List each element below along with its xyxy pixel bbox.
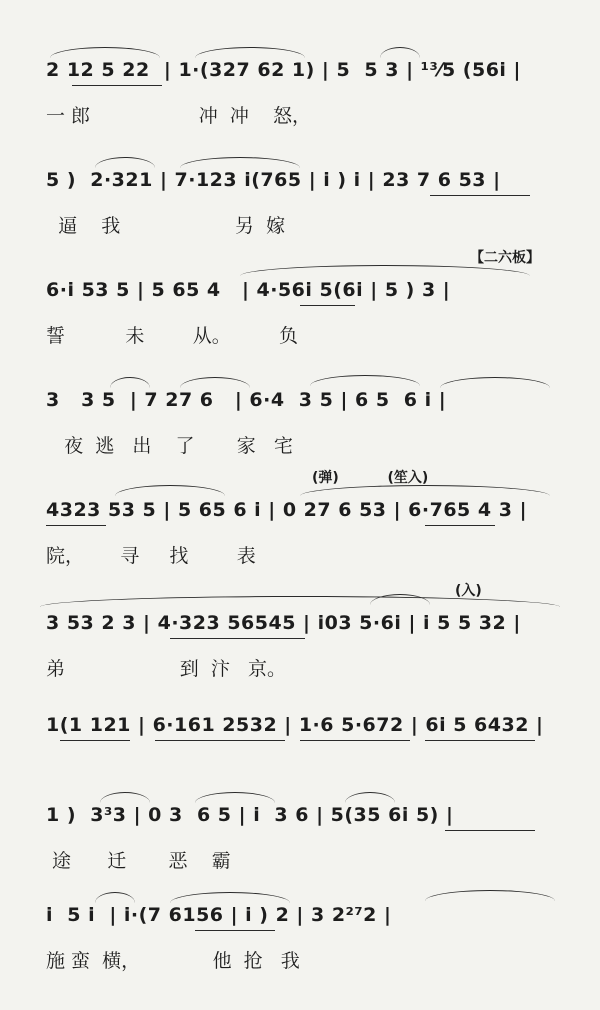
lyric-line: 院， 寻 找 表 bbox=[46, 545, 256, 567]
lyric-line: 途 迁 恶 霸 bbox=[46, 850, 231, 872]
score-system-1 bbox=[0, 55, 600, 165]
score-system-5 bbox=[0, 470, 600, 605]
notation-line: 2 12 5 22 | 1·(327 62 1) | 5 5 3 | ¹³⁄5 (56i | bbox=[46, 59, 521, 81]
lyric-line: 施 蛮 横， 他 抢 我 bbox=[46, 950, 300, 972]
beam-underline bbox=[425, 740, 535, 741]
lyric-line: 逼 我 另 嫁 bbox=[46, 215, 286, 237]
score-system-6 bbox=[0, 583, 600, 718]
notation-line: 5 ) 2·321 | 7·123 i(765 | i ) i | 23 7 6 53 | bbox=[46, 169, 501, 191]
beam-underline bbox=[445, 830, 535, 831]
notation-line: i 5 i | i·(7 6156 | i ) 2 | 3 2²⁷2 | bbox=[46, 904, 392, 926]
notation-line: 3 3 5 | 7 27 6 | 6·4 3 5 | 6 5 6 i | bbox=[46, 389, 447, 411]
beam-underline bbox=[195, 930, 275, 931]
score-system-4 bbox=[0, 385, 600, 495]
beam-underline bbox=[170, 638, 305, 639]
notation-line: 1(1 121 | 6·161 2532 | 1·6 5·672 | 6i 5 6432 | bbox=[46, 714, 544, 736]
notation-line: 3 53 2 3 | 4·323 56545 | i03 5·6i | i 5 5 32 | bbox=[46, 612, 521, 634]
score-system-3 bbox=[0, 250, 600, 385]
lyric-line: 夜 逃 出 了 家 宅 bbox=[46, 435, 293, 457]
lyric-line: 弟 到 汴 京。 bbox=[46, 658, 286, 680]
slur bbox=[380, 47, 420, 58]
score-system-9 bbox=[0, 900, 600, 1010]
performance-annotation: (弹) (笙入) bbox=[312, 470, 429, 486]
beam-underline bbox=[300, 305, 355, 306]
notation-line: 1 ) 3³3 | 0 3 6 5 | i 3 6 | 5(35 6i 5) | bbox=[46, 804, 454, 826]
beam-underline bbox=[60, 740, 130, 741]
lyric-line: 一 郎 冲 冲 怒， bbox=[46, 105, 311, 127]
beam-underline bbox=[155, 740, 285, 741]
beam-underline bbox=[72, 85, 162, 86]
slur bbox=[50, 47, 160, 58]
performance-annotation: (入) bbox=[455, 583, 482, 599]
slur bbox=[195, 47, 305, 58]
beam-underline bbox=[300, 740, 410, 741]
lyric-line: 誓 未 从。 负 bbox=[46, 325, 299, 347]
notation-line: 4323 53 5 | 5 65 6 i | 0 27 6 53 | 6·765 4 3 | bbox=[46, 499, 528, 521]
notation-line: 6·i 53 5 | 5 65 4 | 4·56i 5(6i | 5 ) 3 | bbox=[46, 279, 451, 301]
beam-underline bbox=[425, 525, 495, 526]
section-annotation: 【二六板】 bbox=[470, 250, 540, 266]
beam-underline bbox=[430, 195, 530, 196]
beam-underline bbox=[46, 525, 106, 526]
